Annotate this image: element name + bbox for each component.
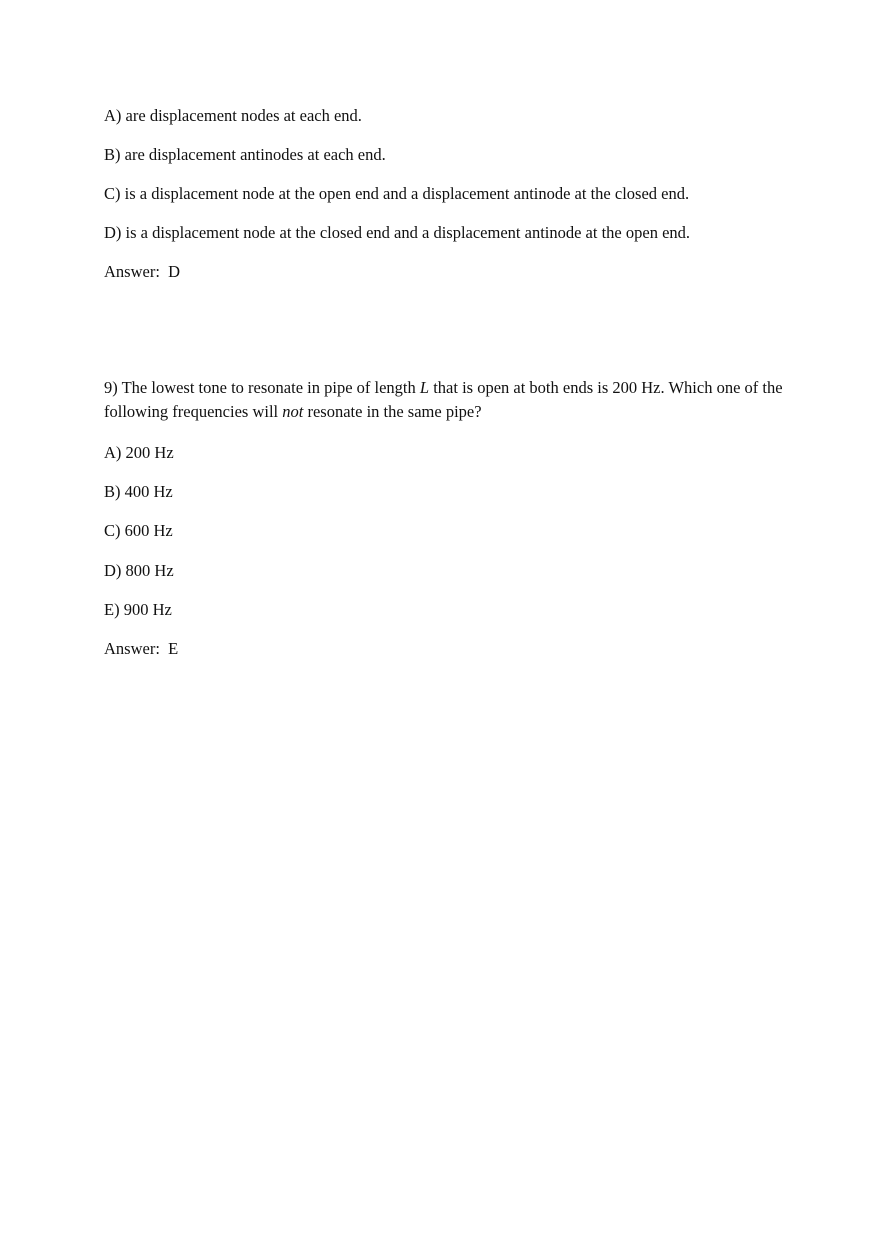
prev-option-c — [104, 184, 689, 204]
prev-option-b — [104, 145, 386, 165]
option-letter: A) — [104, 443, 122, 462]
option-text: 600 Hz — [124, 521, 173, 540]
option-text: are displacement antinodes at each end. — [124, 145, 386, 164]
question-9-text: 9) The lowest tone to resonate in pipe of length L that is open at both ends is 200 Hz. Which one of the following frequencies will not resonate in the same pipe? — [104, 378, 783, 421]
option-text: are displacement nodes at each end. — [125, 106, 362, 125]
option-text: 900 Hz — [123, 600, 172, 619]
question-number: 9) — [104, 378, 118, 397]
option-text: is a displacement node at the open end and a displacement antinode at the closed end. — [124, 184, 690, 203]
q9-option-b — [104, 482, 173, 502]
option-letter: B) — [104, 482, 121, 501]
option-text: 200 Hz — [125, 443, 174, 462]
answer-label: Answer: — [104, 262, 160, 281]
answer-label: Answer: — [104, 639, 160, 658]
q9-answer — [104, 639, 178, 659]
q9-option-c — [104, 521, 173, 541]
answer-value: E — [168, 639, 179, 658]
option-text: 800 Hz — [125, 561, 174, 580]
option-letter: D) — [104, 561, 122, 580]
q9-option-a — [104, 443, 174, 463]
option-letter: B) — [104, 145, 121, 164]
q9-option-d — [104, 561, 174, 581]
prev-option-d — [104, 223, 690, 243]
option-letter: A) — [104, 106, 122, 125]
emphasis-not: not — [282, 402, 304, 421]
option-text: 400 Hz — [124, 482, 173, 501]
q9-option-e — [104, 600, 172, 620]
option-letter: D) — [104, 223, 122, 242]
answer-value: D — [168, 262, 181, 281]
option-text: is a displacement node at the closed end and a displacement antinode at the open end. — [125, 223, 691, 242]
option-letter: C) — [104, 521, 121, 540]
variable-l: L — [419, 378, 430, 397]
option-letter: E) — [104, 600, 120, 619]
option-letter: C) — [104, 184, 121, 203]
prev-answer — [104, 262, 180, 282]
prev-option-a — [104, 106, 362, 126]
